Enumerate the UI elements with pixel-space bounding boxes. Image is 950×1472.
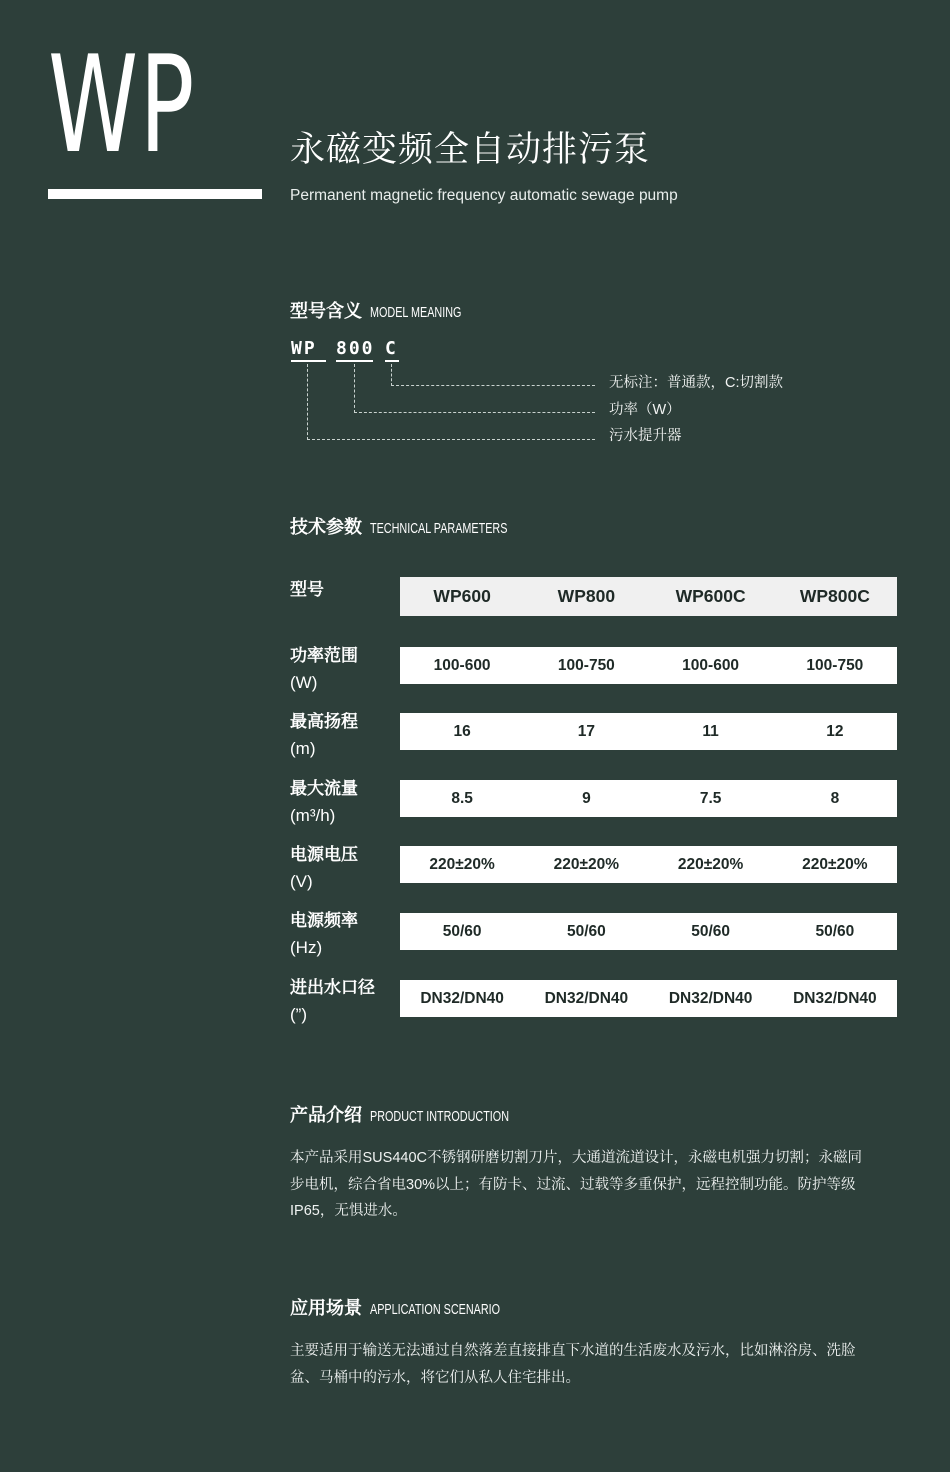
table-cell: 7.5 [699,789,722,807]
table-cell: DN32/DN40 [544,989,629,1007]
legend-series: 污水提升器 [609,428,682,444]
table-row-frequency [400,913,897,950]
table-cell: 220±20% [677,855,744,873]
table-cell: 100-600 [433,656,491,674]
section-title-en: PRODUCT INTRODUCTION [370,1108,510,1125]
page-title: 永磁变频全自动排污泵 [290,130,651,169]
table-cell: DN32/DN40 [420,989,504,1007]
code-part-type: C [385,338,398,359]
page-subtitle: Permanent magnetic frequency automatic sewage pump [290,187,678,204]
table-row-head [400,713,897,750]
table-row-power [400,647,897,684]
code-underline-power [336,360,373,362]
connector-power-vertical [354,364,355,413]
table-cell: 9 [582,789,591,807]
table-cell: 17 [577,722,595,740]
table-cell: DN32/DN40 [668,989,753,1007]
section-title-en: APPLICATION SCENARIO [370,1301,501,1318]
logo: WP [48,27,196,183]
table-cell: 220±20% [553,855,620,873]
code-underline-series [291,360,326,362]
section-title-en: MODEL MEANING [370,304,462,321]
table-cell: 100-750 [806,656,864,674]
section-title-cn: 型号含义 [290,301,362,321]
table-cell: 50/60 [691,922,731,940]
table-cell: 220±20% [429,855,495,873]
table-cell: 12 [826,722,844,740]
code-part-series: WP [291,338,317,359]
model-header-cell: WP600C [675,586,746,606]
table-cell: DN32/DN40 [793,989,877,1007]
row-label-head: 最高扬程 (m) [290,712,358,758]
logo-underline [48,189,262,199]
table-cell: 50/60 [815,922,855,940]
application-paragraph: 主要适用于输送无法通过自然落差直接排直下水道的生活废水及污水，比如淋浴房、洗脸 盆、马桶中的污水，将它们从私人住宅排出。 [290,1343,856,1386]
section-title-cn: 技术参数 [290,517,362,537]
table-header-label: 型号 [290,580,324,599]
code-part-power: 800 [336,338,375,359]
model-header-cell: WP800 [557,586,616,606]
section-title-model-meaning [290,297,497,323]
table-cell: 50/60 [566,922,606,940]
connector-power-horizontal [354,412,595,413]
table-cell: 8.5 [451,789,473,807]
model-header-cell: WP600 [433,586,491,606]
table-cell: 50/60 [442,922,482,940]
section-title-cn: 产品介绍 [290,1105,362,1125]
section-title-cn: 应用场景 [290,1298,362,1318]
row-label-voltage: 电源电压 (V) [290,845,358,891]
table-cell: 16 [453,722,471,740]
table-row-voltage [400,846,897,883]
table-cell: 11 [702,722,719,740]
row-label-frequency: 电源频率 (Hz) [290,911,358,957]
table-row-flow [400,780,897,817]
table-cell: 100-600 [682,656,740,674]
section-title-application [290,1294,551,1320]
table-header-row [400,577,897,616]
section-title-en: TECHNICAL PARAMETERS [370,520,508,537]
section-title-product-intro [290,1101,563,1127]
model-header-cell: WP800C [799,586,870,606]
connector-series-vertical [307,364,308,440]
row-label-port: 进出水口径 (”) [290,978,375,1024]
connector-type-horizontal [391,385,595,386]
connector-type-vertical [391,364,392,386]
row-label-flow: 最大流量 (m³/h) [290,779,358,825]
table-cell: 100-750 [557,656,615,674]
table-cell: 8 [830,789,840,807]
section-title-tech-params [290,513,561,539]
legend-type: 无标注：普通款，C:切割款 [609,375,783,391]
table-row-port [400,980,897,1017]
product-intro-paragraph: 本产品采用SUS440C不锈钢研磨切割刀片，大通道流道设计，永磁电机强力切割；永磁同 步电机，综合省电30%以上；有防卡、过流、过载等多重保护，远程控制功能。防护等级 IP65，无惧进水。 [290,1150,862,1219]
code-underline-type [385,360,399,362]
row-label-power: 功率范围 (W) [290,646,358,692]
table-cell: 220±20% [802,855,868,873]
legend-power: 功率（W） [609,402,681,418]
connector-series-horizontal [307,439,595,440]
